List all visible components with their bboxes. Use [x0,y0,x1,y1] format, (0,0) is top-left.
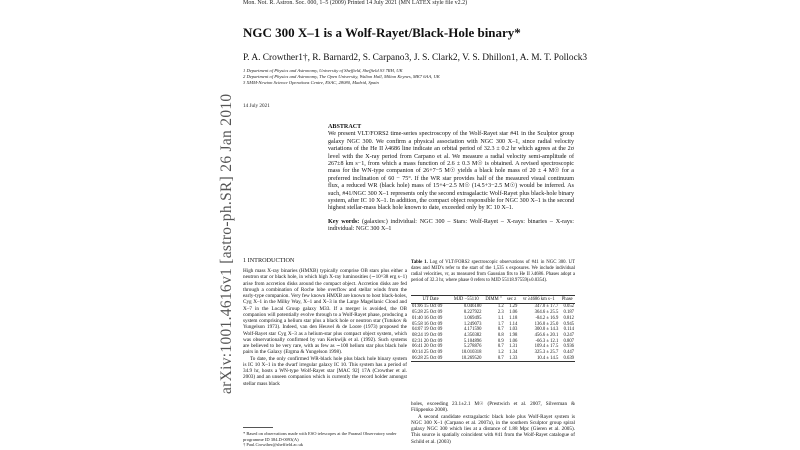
table-header-cell: sec z [505,296,519,304]
table-cell: 05:58 16 Oct 09 [412,321,443,327]
footnote-1: * Based on observations made with ESO telescopes at the Paranal Observatory under programme ID 384.D-0093(A) [243,431,397,442]
table-cell: 1.069495 [463,315,482,321]
observation-log-table [411,295,575,362]
paper-title: NGC 300 X–1 is a Wolf-Rayet/Black-Hole binary* [243,25,521,40]
table-cell: 02:31 20 Oct 09 [412,338,443,344]
footnote-2: † Paul.Crowther@sheffield.ac.uk [243,442,304,448]
table-cell: 0.807 [563,338,574,344]
affiliations [243,68,440,86]
table-cell: 1.33 [505,356,519,362]
keywords-block [328,219,574,234]
table-cell: 1.31 [509,344,518,350]
table-cell: 0.7 [497,344,504,350]
table-cell: 0.187 [563,310,574,316]
table-cell: 4.171590 [463,327,482,333]
table-cell: 109.4 ± 17.5 [534,344,559,350]
table-header-cell: vr λ4686 km s−1 [518,296,559,304]
table-caption [411,260,575,284]
table-cell: 4.350382 [463,332,482,338]
table-cell: 00:14 25 Oct 09 [412,350,443,356]
table-cell: 456.6 ± 20.1 [534,332,559,338]
abstract-heading: ABSTRACT [328,124,362,130]
abstract-text: We present VLT/FORS2 time-series spectroscopy of the Wolf-Rayet star #41 in the Sculptor group galaxy NGC 300. We confirm a physical association with NGC 300 X–1, since radial velocity variations of the He II λ4686 line indicate an orbital period of 32.3 ± 0.2 hr which agrees at the 2σ level with the X-ray period from Carpano et al. We measure a radial velocity semi-amplitude of 267±8 km s−1, from which a mass function of 2.6 ± 0.3 M☉ is obtained. A revised spectroscopic mass for the WN-type companion of 26+7−5 M☉ yields a black hole mass of 20 ± 4 M☉ for a preferred inclination of 60 − 75°. If the WR star provides half of the measured visual continuum flux, a reduced WR (black hole) mass of 15+4−2.5 M☉ (14.5+3−2.5 M☉) would be inferred. As such, #41/NGC 300 X–1 represents only the second extragalactic Wolf-Rayet plus black-hole binary system, after IC 10 X–1. In addition, the compact object responsible for NGC 300 X–1 is the second highest stellar-mass black hole known to date, exceeded only by IC 10 X–1. [328,131,574,212]
intro-paragraph-2: To date, the only confirmed WR-black hole plus black hole binary system is IC 10 X–1 in the dwarf irregular galaxy IC 10. This system has a period of 34.9 hr, hosts a WN-type Wolf-Rayet star [MAC 92] 17A (Crowther et al. 2003) and an unseen companion which is currently the record holder amongst stellar mass black [243,355,407,387]
abstract-block [328,124,574,213]
column2-text [411,401,575,445]
print-date: 14 July 2021 [243,103,270,109]
intro-paragraph-1: High mass X-ray binaries (HMXB) typically comprise OB stars plus either a neutron star or black hole, in which high X-ray luminosities (∼10^38 erg s−1) arise from accretion disks around the compact object. Accretion disks are fed through a combination of Roche lobe overflow and stellar winds from the early-type companion. Very few known HMXB are known to host black-holes, Cyg X–1 in the Milky Way, X–1 and X–3 in the Large Magellanic Cloud and X–7 in the Local Group galaxy M33. If a merger is avoided, the OB companion will potentially evolve through to a Wolf-Rayet phase, producing a system comprising a helium star plus a black hole or neutron star (Tutukov & Yungelson 1973). Indeed, van den Heuvel & de Loore (1973) proposed the Wolf-Rayet star Cyg X–3 as a helium-star plus compact object system, which was observationally confirmed by van Kerkwijk et al. (1992). Such systems are believed to be very rare, with as few as ∼100 helium star plus black hole pairs in the Galaxy (Ergma & Yungelson 1998). [243,268,407,356]
affiliation-3: 3 XMM-Newton Science Operations Centre, ESAC, 28080, Madrid, Spain [243,80,379,85]
table-cell: 06:41 20 Oct 09 [412,344,443,350]
keywords-label: Key words: [328,219,360,225]
table-cell: 2.3 [497,310,504,316]
table-caption-label: Table 1. [411,260,428,265]
table-header-cell: DIMM ″ [482,296,504,304]
table-cell: 0.114 [563,327,574,333]
table-cell: 0.945 [563,321,574,327]
table-cell: 1.98 [509,332,518,338]
table-cell: 364.6 ± 25.5 [534,310,559,316]
table-caption-text: Log of VLT/FORS2 spectroscopic observations of #41 in NGC 300. UT dates and MJD's refer to the start of the 1,535 s exposures. We include individual radial velocities, vr, as measured from Gaussian fits to He II λ4686. Phases adopt a period of 32.3 hr, where phase 0 refers to MJD 55118.97559(±0.0354). [411,260,575,283]
table-cell: -66.3 ± 12.1 [535,338,559,344]
table-cell: 0.247 [563,332,574,338]
author-list: P. A. Crowther1†, R. Barnard2, S. Carpano3, J. S. Clark2, V. S. Dhillon1, A. M. T. Pollock3 [243,53,588,63]
section-heading-introduction: 1 INTRODUCTION [243,257,295,264]
table-header-row [411,296,575,304]
table-cell: 10.010318 [461,350,482,356]
table-cell: 0.9 [497,338,504,344]
table-cell: 10.4 ± 14.5 [518,356,559,362]
table-cell: -84.2 ± 16.9 [535,315,559,321]
table-cell: 1.2 [497,304,504,310]
table-cell: 08:24 19 Oct 09 [412,332,443,338]
arxiv-stamp [214,64,244,394]
table-cell: 1.06 [509,310,518,316]
table-header-cell: MJD −55110 [450,296,482,304]
table-cell: 1.2 [497,350,504,356]
table-cell: 0.812 [563,315,574,321]
col2-paragraph-1: holes, exceeding 23.1±2.1 M☉ (Prestwich et al. 2007, Silverman & Filippenko 2008). [411,401,575,414]
table-header-cell: UT Date [411,296,450,304]
table-cell: 1.14 [509,321,518,327]
affiliation-1: 1 Department of Physics and Astronomy, University of Sheffield, Sheffield S3 7RH, UK [243,68,403,73]
table-cell: 0.227922 [463,310,482,316]
col2-paragraph-2: A second candidate extragalactic black hole plus Wolf-Rayet system is NGC 300 X–1 (Carpano et al. 2007a), in the southern Sculptor group spiral galaxy NGC 300 which lies at a distance of 1.88 Mpc (Gieren et al. 2005). This source is spatially coincident with #41 from the Wolf-Rayet catalogue of Schild et al. (2003) [411,413,575,445]
table-row [411,356,575,362]
table-cell: 05:28 25 Oct 09 [412,310,443,316]
table-cell: 10.269520 [450,356,482,362]
table-cell: 5.104896 [463,338,482,344]
table-cell: 0.052 [563,304,574,310]
table-cell: 0.046180 [463,304,482,310]
footnote-rule [243,427,273,428]
journal-header: Mon. Not. R. Astron. Soc. 000, 1–5 (2009) Printed 14 July 2021 (MN LATEX style file v2.2) [243,0,468,6]
table-cell: 06:28 25 Oct 09 [411,356,450,362]
arxiv-stamp-text: arXiv:1001.4616v1 [astro-ph.SR] 26 Jan 2010 [218,93,235,394]
table-cell: 325.3 ± 25.7 [534,350,559,356]
table-cell: 136.0 ± 25.0 [534,321,559,327]
table-cell: 300.0 ± 14.3 [534,327,559,333]
introduction-text [243,268,407,387]
table-cell: 0.7 [482,356,504,362]
table-cell: 0.936 [563,344,574,350]
table-cell: 5.278876 [463,344,482,350]
table-cell: 1.18 [509,315,518,321]
table-cell: 1.7 [497,321,504,327]
table-cell: 1.1 [497,315,504,321]
table-header-cell: Phase [559,296,575,304]
table-cell: 1.29 [509,304,518,310]
footnotes [243,431,407,448]
table-cell: 1.03 [509,327,518,333]
table-cell: 0.639 [559,356,575,362]
table-cell: 1.249073 [463,321,482,327]
table-cell: 01:40 16 Oct 09 [412,315,443,321]
table-cell: 347.0 ± 17.7 [534,304,559,310]
table-cell: 0.8 [497,332,504,338]
affiliation-2: 2 Department of Physics and Astronomy, The Open University, Walton Hall, Milton Keynes, MK7 6AA, UK [243,74,440,79]
table-cell: 1.34 [509,350,518,356]
table-cell: 04:07 19 Oct 09 [412,327,443,333]
table-cell: 0.447 [563,350,574,356]
table-cell: 1.06 [509,338,518,344]
table-cell: 01:06 15 Oct 09 [412,304,443,310]
table-cell: 0.7 [497,327,504,333]
keywords-text: (galaxies:) individual: NGC 300 – Stars: Wolf-Rayet – X-rays: binaries – X-rays: individual: NGC 300 X–1 [328,219,574,233]
